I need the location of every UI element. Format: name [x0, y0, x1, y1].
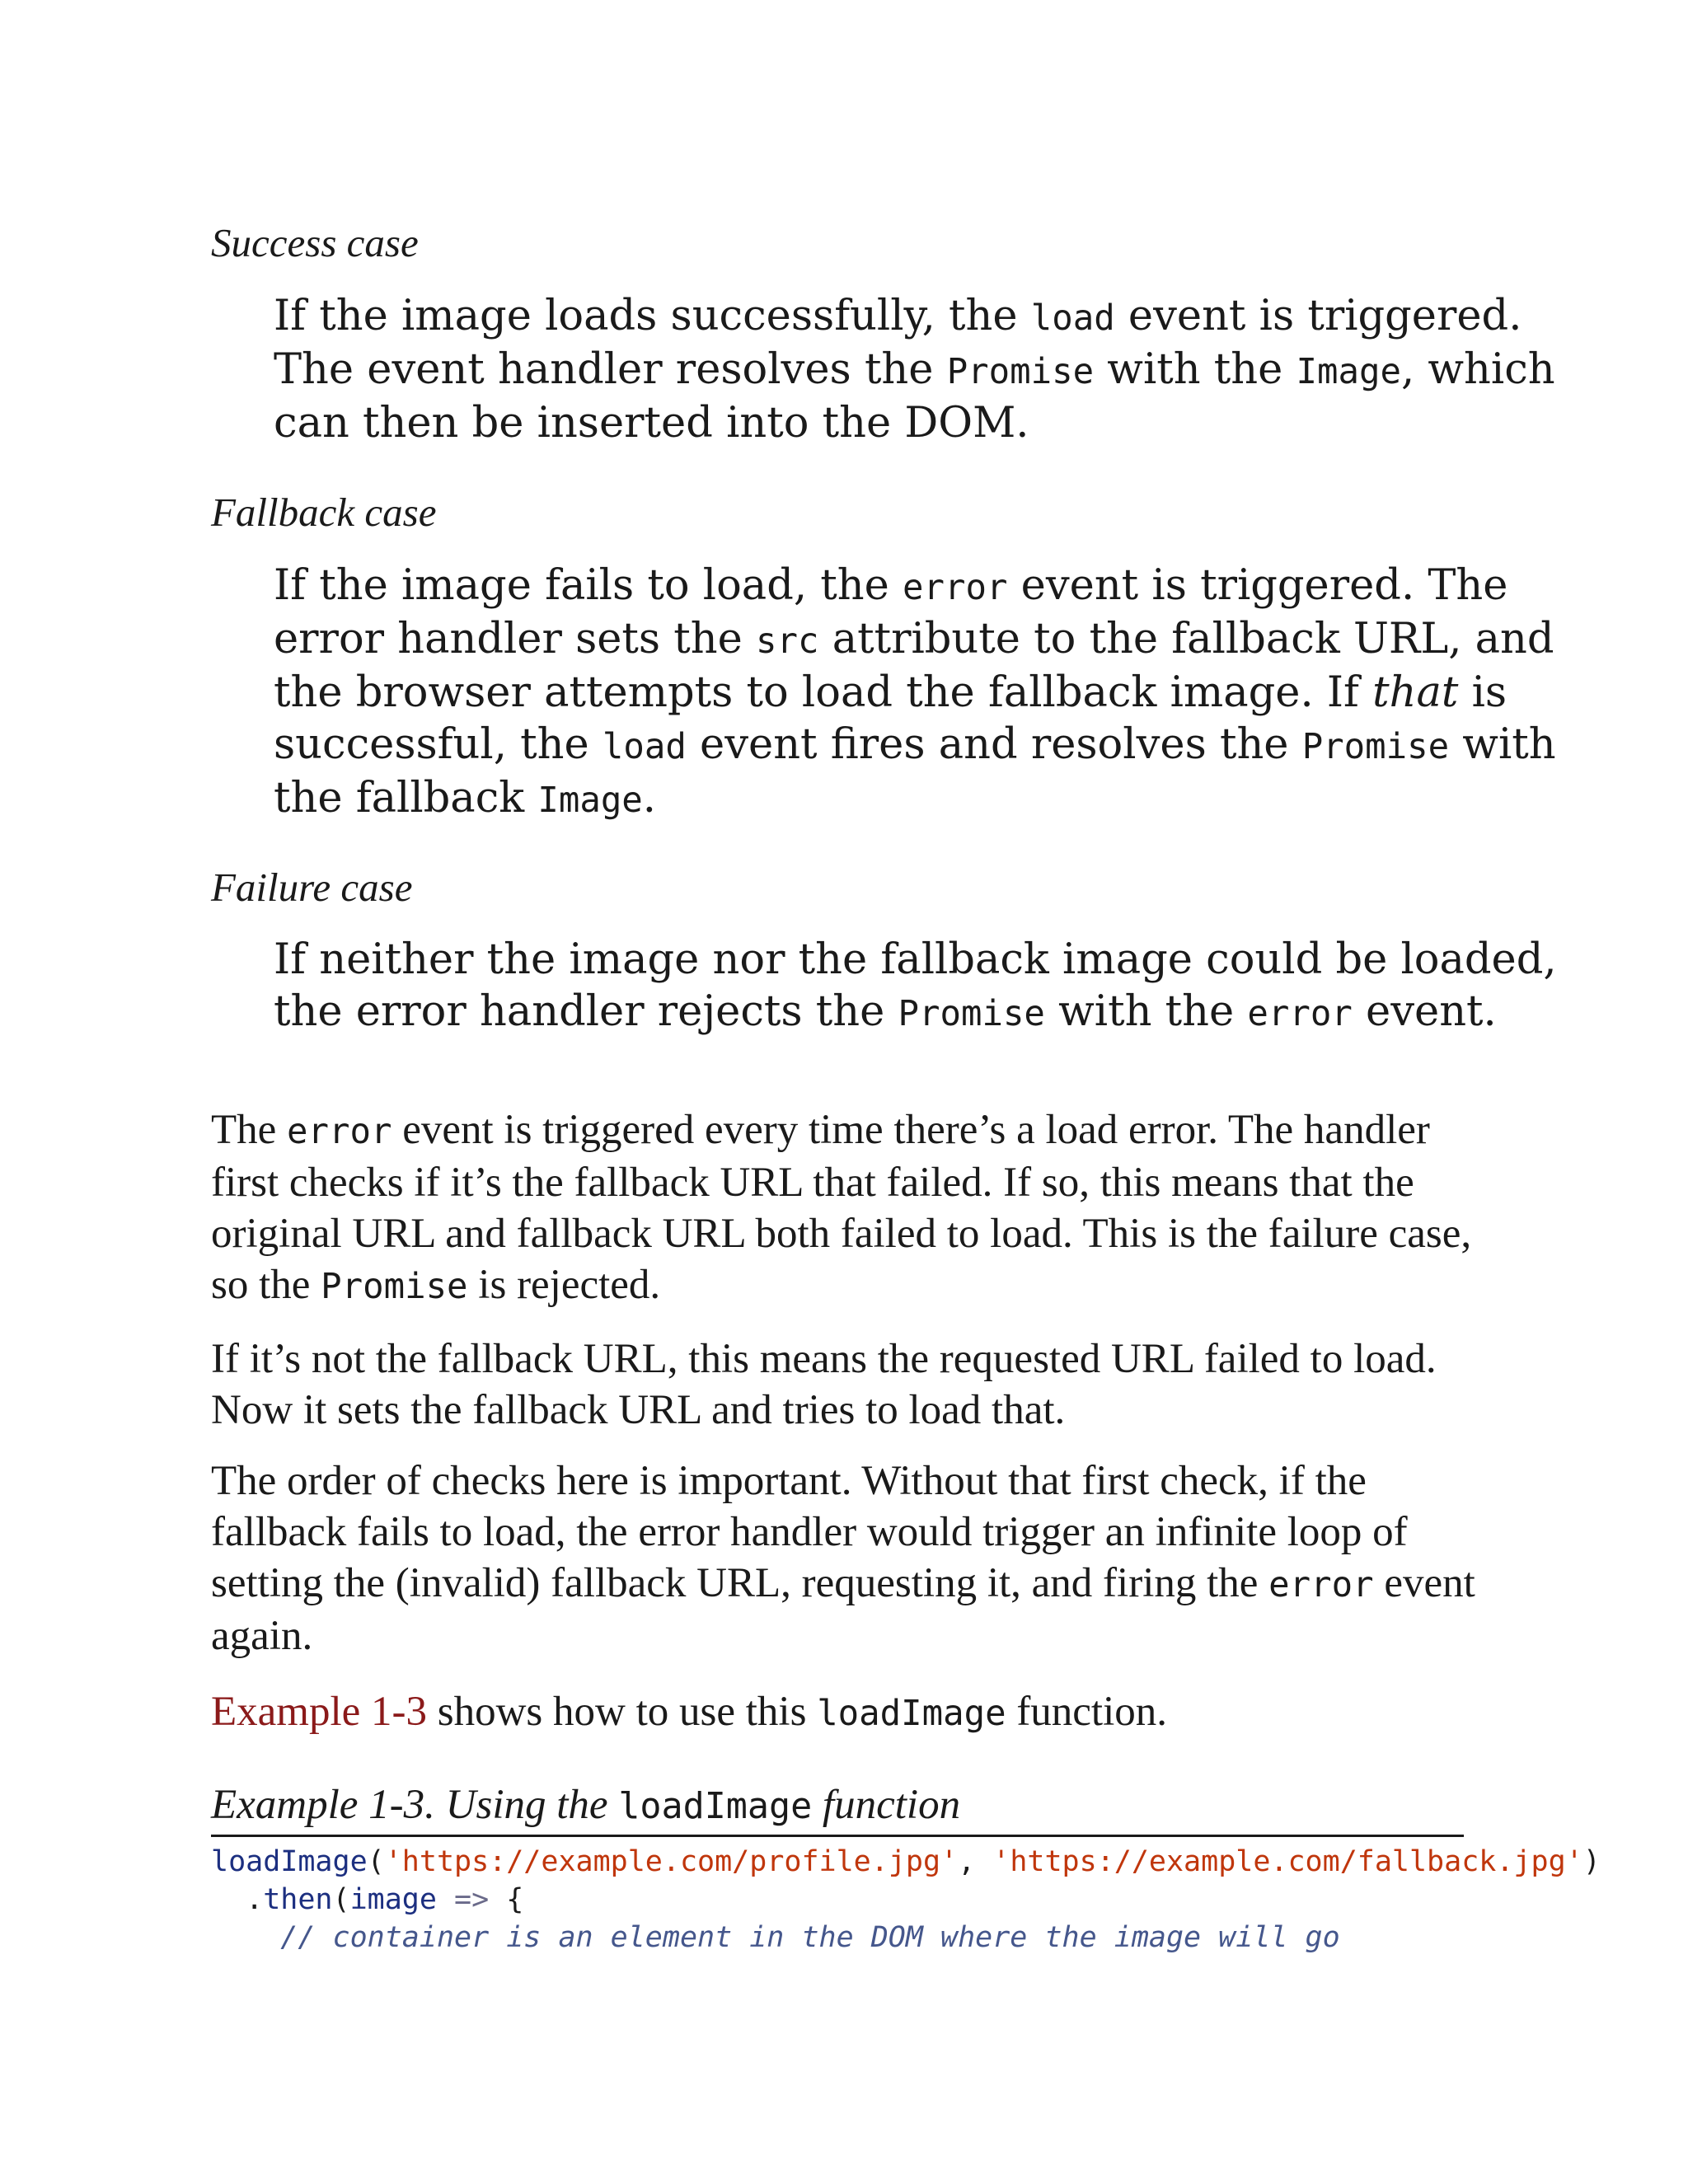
definition-description	[274, 934, 1557, 1039]
inline-code: Promise	[1301, 726, 1450, 766]
text-line	[274, 986, 1497, 1039]
text-line	[274, 719, 1556, 772]
inline-code: Promise	[898, 993, 1045, 1033]
code-token: then	[263, 1883, 333, 1916]
definition-term: Fallback case	[211, 490, 437, 535]
inline-code: Image	[537, 780, 643, 820]
text-line	[274, 934, 1557, 986]
text-line	[211, 1259, 1464, 1312]
example-caption	[211, 1779, 1464, 1837]
text-line	[211, 1558, 1475, 1610]
definition-description	[274, 560, 1556, 826]
text-line	[211, 1385, 1464, 1436]
definition-term: Success case	[211, 220, 419, 265]
text-run: original URL and fallback URL both failed to load. This is the failure case,	[211, 1211, 1472, 1257]
code-line	[211, 1845, 1601, 1878]
inline-code: Promise	[321, 1266, 468, 1306]
text-line	[274, 667, 1507, 719]
text-run: fallback fails to load, the error handler would trigger an infinite loop of	[211, 1509, 1408, 1555]
text-run: error handler sets the	[274, 615, 757, 663]
text-run: the fallback	[274, 774, 538, 823]
text-run: again.	[211, 1613, 313, 1659]
text-run: the browser attempts to load the fallback image. If	[274, 668, 1373, 717]
text-run: The	[211, 1107, 288, 1153]
inline-code: load	[1030, 298, 1115, 338]
cross-reference-link[interactable]: Example 1-3	[211, 1689, 427, 1735]
caption-prefix: Example 1-3. Using the	[211, 1782, 619, 1828]
inline-code: error	[1247, 993, 1353, 1033]
text-line	[211, 1507, 1464, 1558]
text-run: event is triggered every time there’s a load error. The handler	[392, 1107, 1430, 1153]
text-run: successful, the	[274, 720, 603, 769]
text-run: attribute to the fallback URL, and	[818, 615, 1554, 663]
code-line	[211, 1883, 523, 1916]
text-run: , which	[1400, 345, 1555, 394]
inline-code: error	[903, 567, 1008, 607]
code-listing	[211, 1843, 1601, 1957]
text-line	[274, 397, 1477, 449]
code-token	[437, 1883, 454, 1916]
code-token: // container is an element in the DOM where the image will go	[280, 1921, 1340, 1954]
text-run: event is triggered. The	[1007, 561, 1508, 610]
text-run: If it’s not the fallback URL, this means the requested URL failed to load.	[211, 1336, 1437, 1382]
text-line	[211, 1157, 1464, 1208]
definition-description	[274, 290, 1555, 449]
paragraph	[211, 1333, 1464, 1436]
text-line	[211, 1686, 1464, 1739]
text-run: first checks if it’s the fallback URL that failed. If so, this means that the	[211, 1160, 1414, 1206]
text-line	[211, 1610, 1464, 1661]
text-run: event.	[1352, 987, 1497, 1036]
inline-code: error	[1268, 1564, 1374, 1605]
text-run: is	[1458, 668, 1507, 717]
text-run: so the	[211, 1262, 321, 1308]
code-token	[211, 1921, 280, 1954]
inline-code: Image	[1296, 351, 1401, 391]
text-line	[211, 1333, 1464, 1385]
emphasis: that	[1372, 668, 1459, 717]
text-run: with the	[1094, 345, 1296, 394]
code-token: (	[367, 1845, 385, 1878]
text-run: setting the (invalid) fallback URL, requesting it, and firing the	[211, 1560, 1269, 1606]
inline-code: Promise	[946, 351, 1095, 391]
text-line	[211, 1208, 1472, 1259]
inline-code: loadImage	[817, 1693, 1006, 1733]
inline-code: src	[756, 621, 819, 661]
text-run: with	[1449, 720, 1556, 769]
text-run: function.	[1006, 1689, 1168, 1735]
code-token: .	[211, 1883, 264, 1916]
text-run: If the image fails to load, the	[274, 561, 903, 610]
caption-code: loadImage	[618, 1786, 813, 1827]
code-token: {	[489, 1883, 524, 1916]
text-run: is rejected.	[467, 1262, 661, 1308]
text-line	[274, 344, 1555, 397]
paragraph	[211, 1686, 1464, 1739]
text-line	[274, 560, 1508, 613]
text-run: event fires and resolves the	[686, 720, 1302, 769]
code-token: )	[1582, 1845, 1601, 1878]
text-run: If the image loads successfully, the	[274, 292, 1031, 340]
text-line	[274, 613, 1554, 667]
text-run: .	[642, 774, 657, 823]
text-run: If neither the image nor the fallback image could be loaded,	[274, 935, 1557, 984]
text-run: event	[1373, 1560, 1475, 1606]
paragraph	[211, 1104, 1472, 1312]
code-token: loadImage	[211, 1845, 368, 1878]
code-token: image	[349, 1883, 437, 1916]
text-line	[211, 1104, 1464, 1157]
code-token: =>	[454, 1883, 490, 1916]
text-line	[274, 772, 1477, 826]
text-run: The order of checks here is important. Without that first check, if the	[211, 1458, 1367, 1504]
code-token: (	[332, 1883, 350, 1916]
text-run: with the	[1044, 987, 1248, 1036]
inline-code: load	[602, 726, 687, 766]
text-run: can then be inserted into the DOM.	[274, 399, 1029, 448]
code-token: 'https://example.com/fallback.jpg'	[992, 1845, 1583, 1878]
text-run: Now it sets the fallback URL and tries to load that.	[211, 1387, 1066, 1433]
text-line	[211, 1455, 1464, 1507]
text-run: the error handler rejects the	[274, 987, 898, 1036]
code-token: ,	[958, 1845, 993, 1878]
paragraph	[211, 1455, 1475, 1661]
text-run: shows how to use this	[427, 1689, 818, 1735]
text-line	[274, 290, 1522, 344]
definition-term: Failure case	[211, 865, 413, 910]
caption-suffix: function	[812, 1782, 961, 1828]
code-token: 'https://example.com/profile.jpg'	[384, 1845, 959, 1878]
text-run: event is triggered.	[1114, 292, 1522, 340]
inline-code: error	[287, 1111, 392, 1151]
text-run: The event handler resolves the	[274, 345, 947, 394]
code-line	[211, 1921, 1340, 1954]
